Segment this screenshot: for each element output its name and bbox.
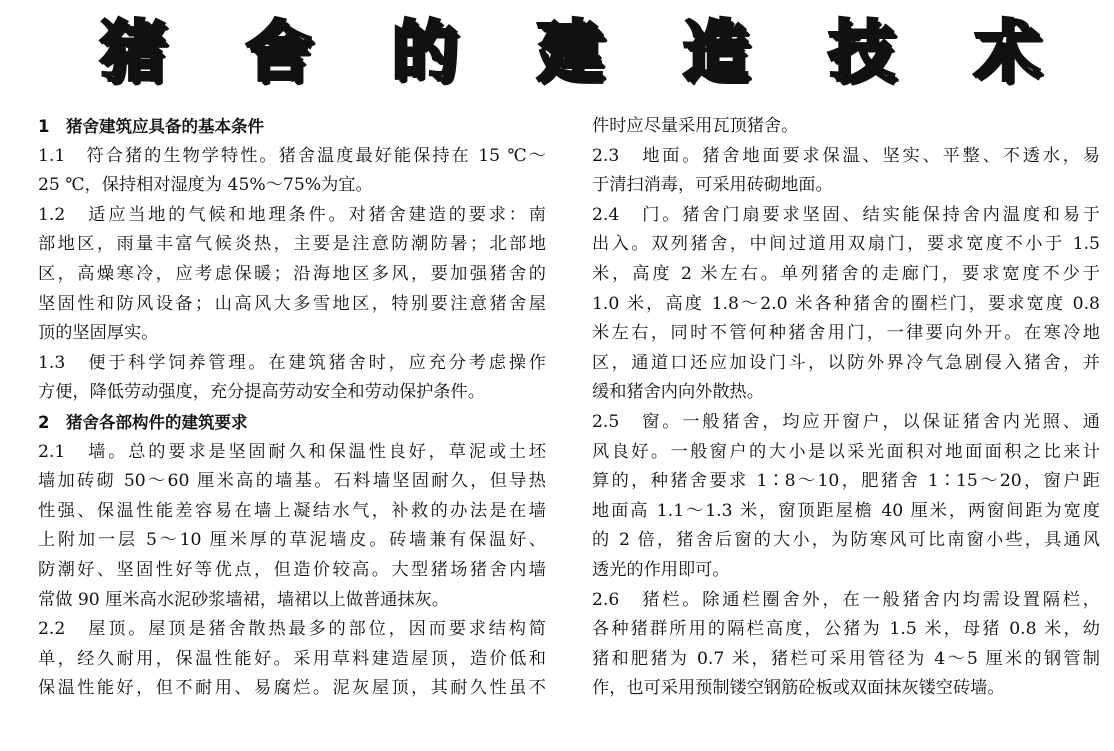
text-line: 25 ℃，保持相对湿度为 45%～75%为宜。 — [38, 175, 373, 196]
text-line: 各种猪群所用的隔栏高度，公猪为 1.5 米，母猪 0.8 米，幼 — [592, 619, 1100, 640]
text-line: 缓和猪舍内向外散热。 — [592, 382, 764, 403]
text-line: 上附加一层 5～10 厘米厚的草泥墙皮。砖墙兼有保温好、 — [38, 530, 546, 551]
text-line: 单，经久耐用，保温性能好。采用草料建造屋顶，造价低和 — [38, 648, 546, 669]
text-line: 区，高燥寒冷，应考虑保暖；沿海地区多风，要加强猪舍的 — [38, 263, 546, 284]
title-char: 造 — [682, 13, 749, 90]
title-char: 建 — [536, 13, 603, 90]
text-line: 顶的坚固厚实。 — [38, 323, 159, 344]
section-heading: 2 猪舍各部构件的建筑要求 — [38, 412, 248, 432]
text-line: 于清扫消毒，可采用砖砌地面。 — [592, 175, 833, 196]
title-char: 术 — [973, 13, 1040, 90]
text-line: 作，也可采用预制镂空钢筋砼板或双面抹灰镂空砖墙。 — [592, 678, 1005, 699]
text-line: 算的，种猪舍要求 1∶8～10，肥猪舍 1∶15～20，窗户距 — [592, 471, 1100, 492]
text-line: 米左右，同时不管何种猪舍用门，一律要向外开。在寒冷地 — [592, 323, 1100, 344]
text-line: 猪和肥猪为 0.7 米，猪栏可采用管径为 4～5 厘米的钢管制 — [592, 648, 1100, 669]
text-line: 1.1 符合猪的生物学特性。猪舍温度最好能保持在 15 ℃～ — [38, 145, 546, 166]
text-line: 保温性能好，但不耐用、易腐烂。泥灰屋顶，其耐久性虽不 — [38, 678, 546, 699]
text-line: 坚固性和防风设备；山高风大多雪地区，特别要注意猪舍屋 — [38, 293, 546, 314]
text-line: 性强、保温性能差容易在墙上凝结水气，补救的办法是在墙 — [38, 500, 546, 521]
text-line: 墙加砖砌 50～60 厘米高的墙基。石料墙坚固耐久，但导热 — [38, 471, 546, 492]
title-char: 猪 — [100, 13, 166, 90]
text-line: 的 2 倍，猪舍后窗的大小，为防寒风可比南窗小些，具通风 — [592, 530, 1100, 551]
text-line: 常做 90 厘米高水泥砂浆墙裙，墙裙以上做普通抹灰。 — [38, 589, 449, 610]
text-line: 地面高 1.1～1.3 米，窗顶距屋檐 40 厘米，两窗间距为宽度 — [592, 500, 1100, 521]
text-line: 防潮好、坚固性好等优点，但造价较高。大型猪场猪舍内墙 — [38, 559, 546, 580]
text-line: 2.3 地面。猪舍地面要求保温、坚实、平整、不透水，易 — [592, 145, 1100, 166]
text-line: 1.3 便于科学饲养管理。在建筑猪舍时，应充分考虑操作 — [38, 352, 546, 373]
text-line: 2.2 屋顶。屋顶是猪舍散热最多的部位，因而要求结构简 — [38, 619, 546, 640]
right-column — [592, 112, 1100, 704]
text-line: 区，通道口还应加设门斗，以防外界冷气急剧侵入猪舍，并 — [592, 352, 1100, 373]
section-heading: 1 猪舍建筑应具备的基本条件 — [38, 117, 264, 136]
text-line: 出入。双列猪舍，中间过道用双扇门，要求宽度不小于 1.5 — [592, 234, 1100, 255]
left-column — [38, 112, 546, 704]
title-char: 的 — [391, 13, 458, 90]
title-char: 技 — [828, 13, 895, 90]
text-line: 2.1 墙。总的要求是坚固耐久和保温性良好，草泥或土坯 — [38, 441, 546, 462]
text-line: 2.6 猪栏。除通栏圈舍外，在一般猪舍内均需设置隔栏， — [592, 589, 1100, 610]
text-line: 件时应尽量采用瓦顶猪舍。 — [592, 116, 799, 136]
text-line: 米，高度 2 米左右。单列猪舍的走廊门，要求宽度不少于 — [592, 263, 1100, 284]
text-line: 透光的作用即可。 — [592, 559, 730, 580]
text-line: 2.5 窗。一般猪舍，均应开窗户，以保证猪舍内光照、通 — [592, 411, 1100, 432]
text-line: 2.4 门。猪舍门扇要求坚固、结实能保持舍内温度和易于 — [592, 204, 1100, 225]
title-char: 舍 — [245, 13, 312, 90]
text-line: 1.0 米，高度 1.8～2.0 米各种猪舍的圈栏门，要求宽度 0.8 — [592, 293, 1100, 314]
text-line: 部地区，雨量丰富气候炎热，主要是注意防潮防暑；北部地 — [38, 234, 546, 255]
text-line: 方便，降低劳动强度，充分提高劳动安全和劳动保护条件。 — [38, 382, 485, 403]
article-title — [100, 12, 1040, 92]
text-line: 风良好。一般窗户的大小是以采光面积对地面面积之比来计 — [592, 441, 1100, 462]
text-line: 1.2 适应当地的气候和地理条件。对猪舍建造的要求：南 — [38, 204, 546, 225]
